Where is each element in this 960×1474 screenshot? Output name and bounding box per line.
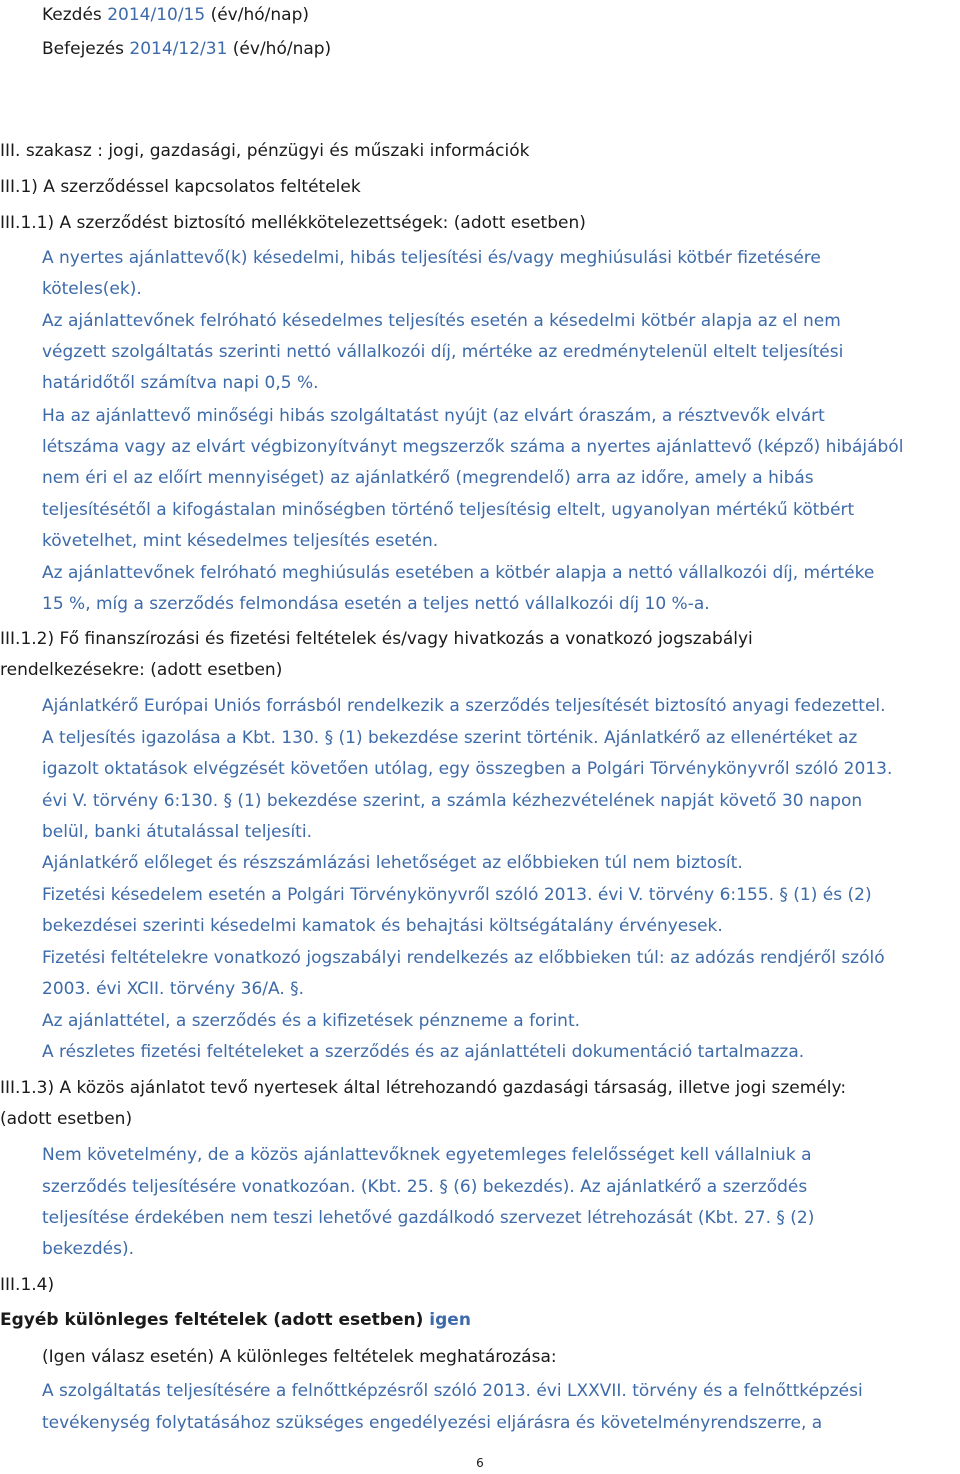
- start-date-value: 2014/10/15: [107, 5, 206, 25]
- paragraph-line: Fizetési késedelem esetén a Polgári Törvénykönyvről szóló 2013. évi V. törvény 6:155. § (1) és (2): [42, 885, 872, 905]
- start-date-line: [42, 4, 309, 26]
- subsection-heading-3-1: III.1) A szerződéssel kapcsolatos feltételek: [0, 177, 361, 197]
- paragraph-line: Ha az ajánlattevő minőségi hibás szolgáltatást nyújt (az elvárt óraszám, a résztvevők elvárt: [42, 406, 825, 426]
- heading-3-1-2-cont: rendelkezésekre: (adott esetben): [0, 660, 283, 680]
- end-date-line: [42, 38, 331, 60]
- start-date-unit: (év/hó/nap): [210, 5, 309, 25]
- paragraph-line: Az ajánlattevőnek felróható késedelmes teljesítés esetén a késedelmi kötbér alapja az el nem: [42, 311, 841, 331]
- heading-3-1-3: III.1.3) A közös ajánlatot tevő nyertesek által létrehozandó gazdasági társaság, illetve jogi személy:: [0, 1078, 847, 1098]
- section-title: III. szakasz : jogi, gazdasági, pénzügyi és műszaki információk: [0, 141, 530, 161]
- paragraph-line: 15 %, míg a szerződés felmondása esetén a teljes nettó vállalkozói díj 10 %-a.: [42, 594, 710, 614]
- paragraph-line: évi V. törvény 6:130. § (1) bekezdése szerint, a számla kézhezvételének napját követő 30 napon: [42, 791, 863, 811]
- paragraph-line: Az ajánlattétel, a szerződés és a kifizetések pénzneme a forint.: [42, 1011, 581, 1031]
- paragraph-line: létszáma vagy az elvárt végbizonyítványt megszerzők száma a nyertes ajánlattevő (képző) hibájából: [42, 437, 904, 457]
- paragraph-line: szerződés teljesítésére vonatkozóan. (Kbt. 25. § (6) bekezdés). Az ajánlatkérő a szerződés: [42, 1177, 808, 1197]
- start-date-label: Kezdés: [42, 5, 102, 25]
- heading-3-1-4: III.1.4): [0, 1275, 55, 1295]
- paragraph-line: tevékenység folytatásához szükséges engedélyezési eljárásra és követelményrendszerre, a: [42, 1413, 823, 1433]
- paragraph-line: bekezdés).: [42, 1239, 135, 1259]
- paragraph-line: Ajánlatkérő előleget és részszámlázási lehetőséget az előbbieken túl nem biztosít.: [42, 853, 743, 873]
- paragraph-line: A szolgáltatás teljesítésére a felnőttképzésről szóló 2013. évi LXXVII. törvény és a felnőttképzési: [42, 1381, 863, 1401]
- paragraph-line: Az ajánlattevőnek felróható meghiúsulás esetében a kötbér alapja a nettó vállalkozói díj, mértéke: [42, 563, 875, 583]
- paragraph-line: határidőtől számítva napi 0,5 %.: [42, 373, 319, 393]
- paragraph-line: A teljesítés igazolása a Kbt. 130. § (1) bekezdése szerint történik. Ajánlatkérő az ellenértéket az: [42, 728, 858, 748]
- paragraph-line: Fizetési feltételekre vonatkozó jogszabályi rendelkezés az előbbieken túl: az adózás rendjéről szóló: [42, 948, 885, 968]
- heading-3-1-3-cont: (adott esetben): [0, 1109, 133, 1129]
- paragraph-line: végzett szolgáltatás szerinti nettó vállalkozói díj, mértéke az eredménytelenül eltelt teljesítési: [42, 342, 844, 362]
- paragraph-line: teljesítése érdekében nem teszi lehetővé gazdálkodó szervezet létrehozását (Kbt. 27. § (2): [42, 1208, 815, 1228]
- paragraph-line: bekezdései szerinti késedelmi kamatok és behajtási költségátalány érvényesek.: [42, 916, 723, 936]
- paragraph-line: belül, banki átutalással teljesíti.: [42, 822, 312, 842]
- other-conditions-value: igen: [429, 1310, 471, 1330]
- paragraph-line: A részletes fizetési feltételeket a szerződés és az ajánlattételi dokumentáció tartalmazza.: [42, 1042, 805, 1062]
- paragraph-line: Nem követelmény, de a közös ajánlattevőknek egyetemleges felelősséget kell vállalniuk a: [42, 1145, 812, 1165]
- paragraph-line: köteles(ek).: [42, 279, 142, 299]
- paragraph-line: 2003. évi XCII. törvény 36/A. §.: [42, 979, 305, 999]
- end-date-value: 2014/12/31: [129, 39, 228, 59]
- paragraph-line: nem éri el az előírt mennyiséget) az ajánlatkérő (megrendelő) arra az időre, amely a hibás: [42, 468, 814, 488]
- page-number: 6: [476, 1456, 484, 1470]
- other-conditions-line: [0, 1309, 471, 1331]
- paragraph-line: Ajánlatkérő Európai Uniós forrásból rendelkezik a szerződés teljesítését biztosító anyagi fedezettel.: [42, 696, 886, 716]
- paragraph-line: teljesítésétől a kifogástalan minőségben történő teljesítésig eltelt, ugyanolyan mértékű kötbért: [42, 500, 855, 520]
- heading-3-1-1: III.1.1) A szerződést biztosító mellékkötelezettségek: (adott esetben): [0, 213, 586, 233]
- other-conditions-label: Egyéb különleges feltételek (adott esetben): [0, 1310, 424, 1330]
- if-yes-label: (Igen válasz esetén) A különleges feltételek meghatározása:: [42, 1347, 557, 1367]
- paragraph-line: igazolt oktatások elvégzését követően utólag, egy összegben a Polgári Törvénykönyvről szóló 2013.: [42, 759, 893, 779]
- end-date-label: Befejezés: [42, 39, 124, 59]
- paragraph-line: A nyertes ajánlattevő(k) késedelmi, hibás teljesítési és/vagy meghiúsulási kötbér fizetésére: [42, 248, 821, 268]
- paragraph-line: követelhet, mint késedelmes teljesítés esetén.: [42, 531, 439, 551]
- end-date-unit: (év/hó/nap): [232, 39, 332, 59]
- heading-3-1-2: III.1.2) Fő finanszírozási és fizetési feltételek és/vagy hivatkozás a vonatkozó jogszabályi: [0, 629, 753, 649]
